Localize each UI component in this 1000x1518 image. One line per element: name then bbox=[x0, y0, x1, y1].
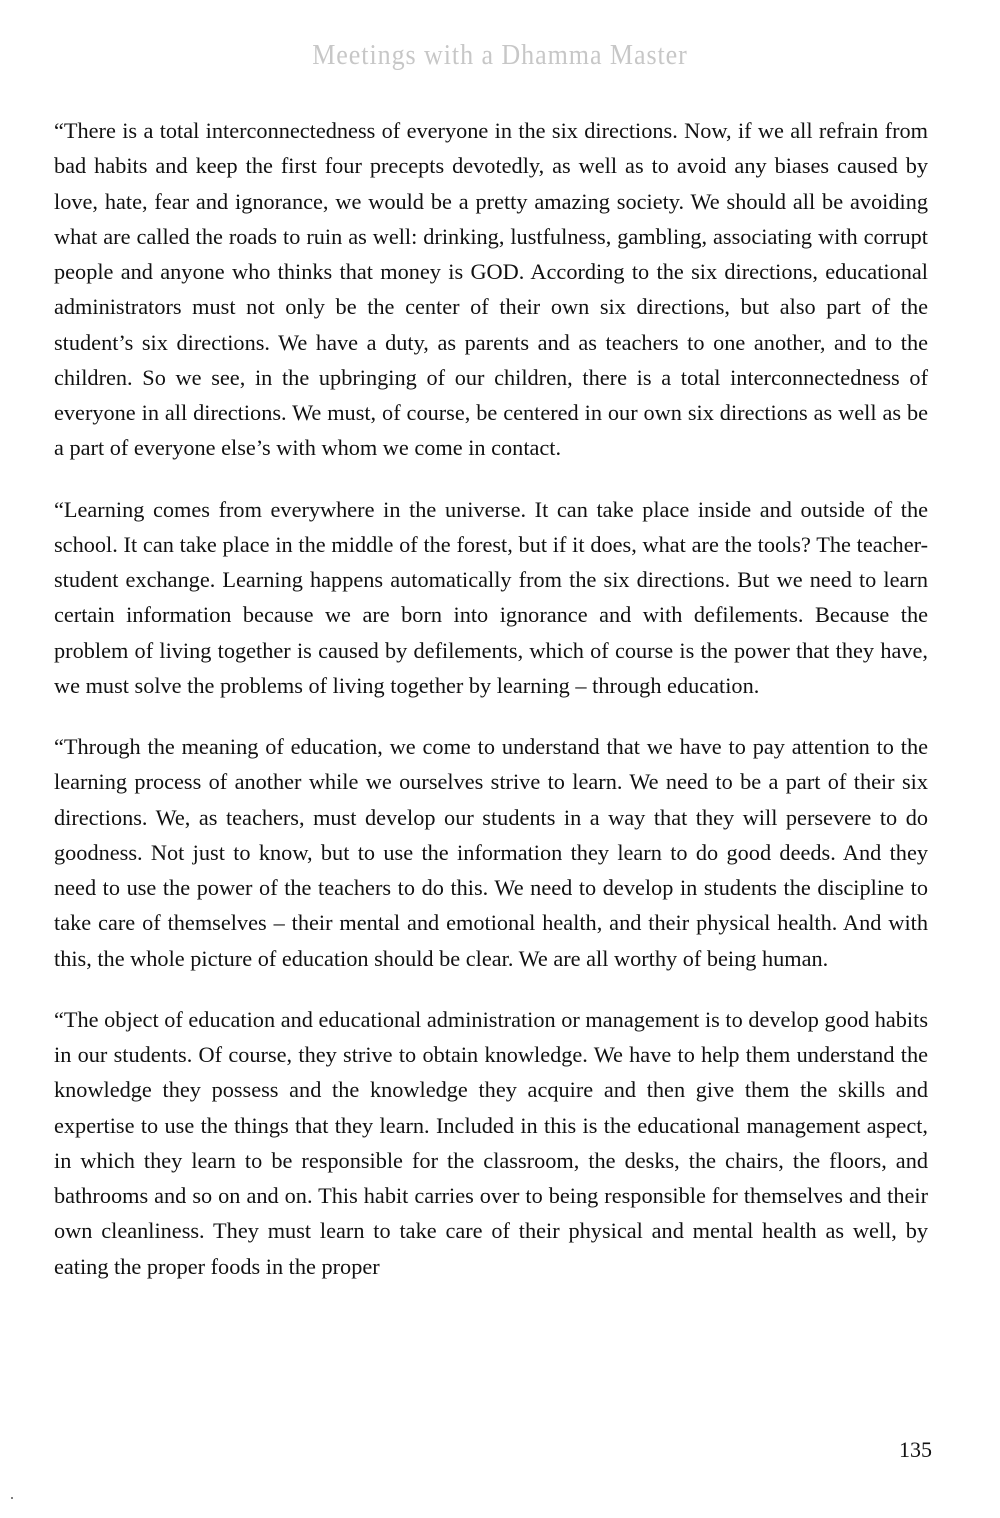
paragraph-2: “Learning comes from everywhere in the universe. It can take place inside and outside of the school. It can take place in the middle of the forest, but if it does, what are the tools? The teacher-student exchange. Learning happens automatically from the six directions. But we need to learn certain information because we are born into ignorance and with defilements. Because the problem of living together is caused by defilements, which of course is the power that they have, we must solve the problems of living together by learning – through education. bbox=[54, 496, 928, 698]
running-head: Meetings with a Dhamma Master bbox=[312, 40, 688, 71]
body-text bbox=[54, 113, 928, 1284]
paragraph-1: “There is a total interconnectedness of everyone in the six directions. Now, if we all refrain from bad habits and keep the first four precepts devotedly, as well as to avoid any biases caused by love, hate, fear and ignorance, we would be a pretty amazing society. We should all be avoiding what are called the roads to ruin as well: drinking, lustfulness, gambling, associating with corrupt people and anyone who thinks that money is GOD. According to the six directions, educational administrators must not only be the center of their own six directions, but also part of the student’s six directions. We have a duty, as parents and as teachers to one another, and to the children. So we see, in the upbringing of our children, there is a total interconnectedness of everyone in all directions. We must, of course, be centered in our own six directions as well as be a part of everyone else’s with whom we come in contact. bbox=[54, 118, 928, 461]
page-number: 135 bbox=[899, 1437, 932, 1462]
scan-speck bbox=[11, 1497, 13, 1499]
paragraph-3: “Through the meaning of education, we come to understand that we have to pay attention to the learning process of another while we ourselves strive to learn. We need to be a part of their six directions. We, as teachers, must develop our students in a way that they will persevere to do goodness. Not just to know, but to use the information they learn to do good deeds. And they need to use the power of the teachers to do this. We need to develop in students the discipline to take care of themselves – their mental and emotional health, and their physical health. And with this, the whole picture of education should be clear. We are all worthy of being human. bbox=[54, 734, 928, 971]
paragraph-4: “The object of education and educational administration or management is to develop good habits in our students. Of course, they strive to obtain knowledge. We have to help them understand the knowledge they possess and the knowledge they acquire and then give them the skills and expertise to use the things that they learn. Included in this is the educational management aspect, in which they learn to be responsible for the classroom, the desks, the chairs, the floors, and bathrooms and so on and on. This habit carries over to being responsible for themselves and their own cleanliness. They must learn to take care of their physical and mental health as well, by eating the proper foods in the proper bbox=[54, 1006, 928, 1279]
